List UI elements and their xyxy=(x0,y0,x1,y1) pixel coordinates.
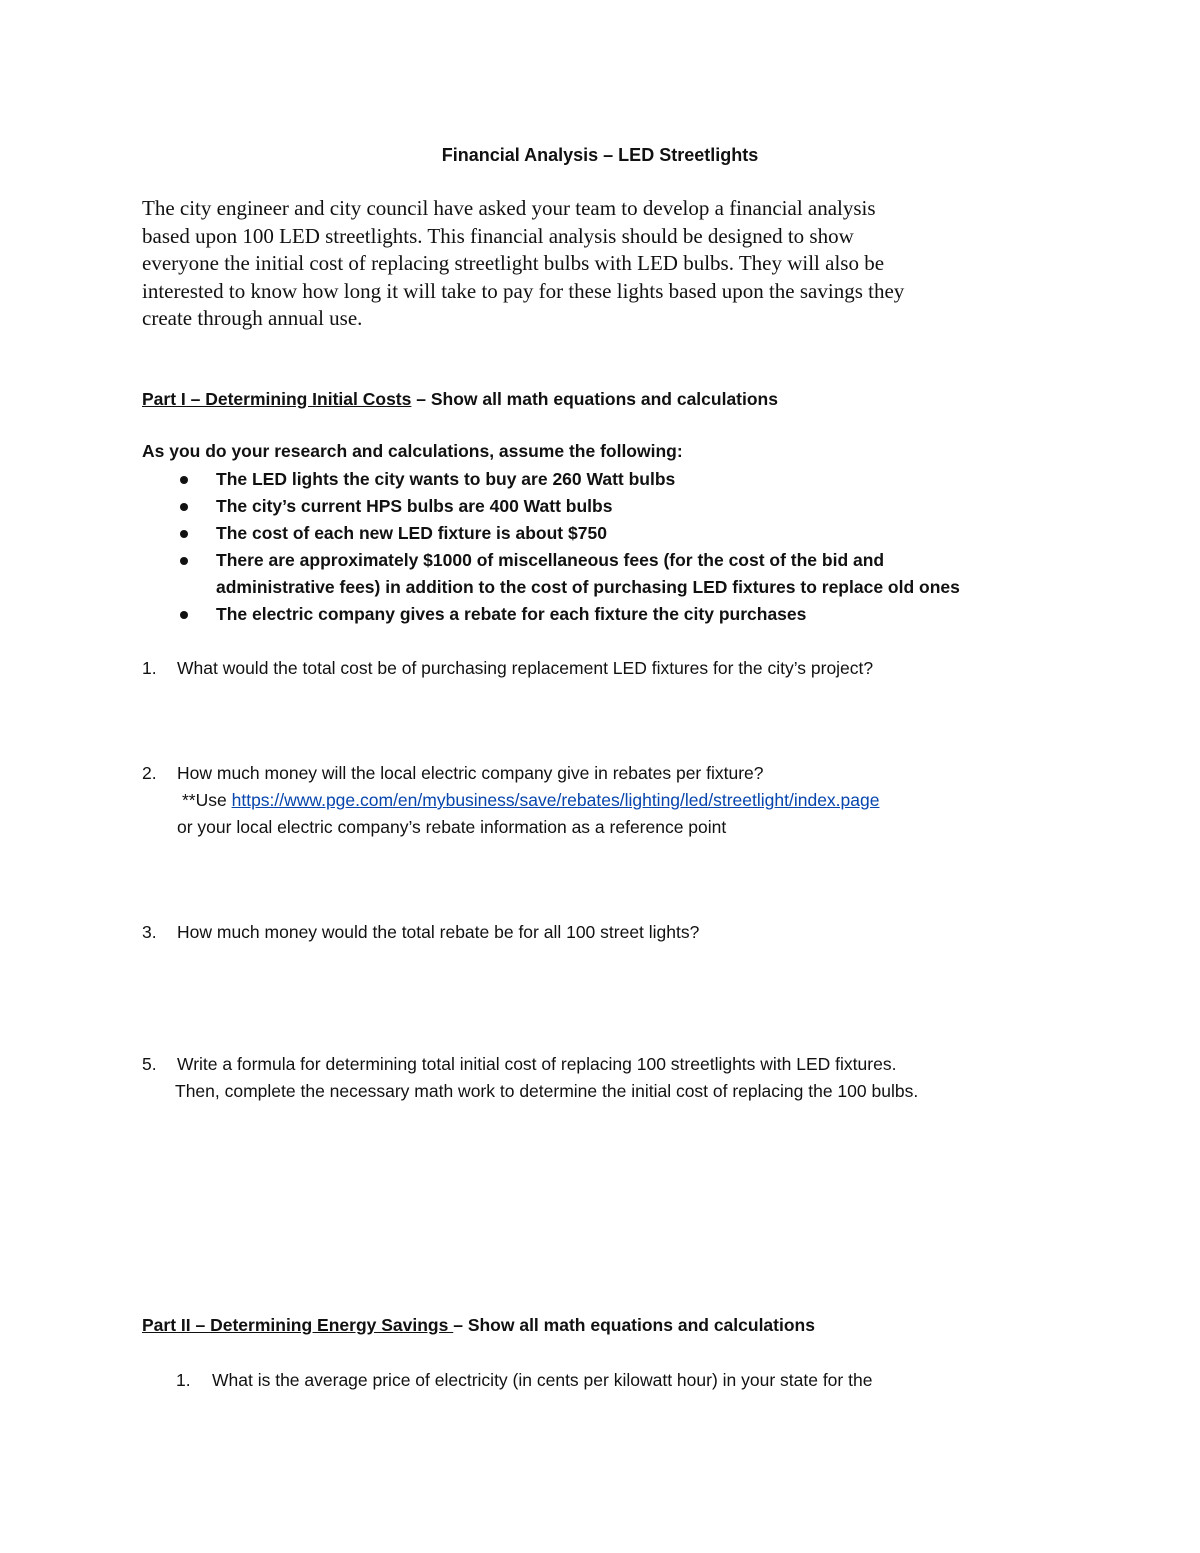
question-number: 1. xyxy=(142,658,157,678)
bullet-icon xyxy=(180,611,188,619)
question-text: Write a formula for determining total initial cost of replacing 100 streetlights with LED fixtures. xyxy=(177,1054,897,1074)
assumption-text: There are approximately $1000 of miscellaneous fees (for the cost of the bid and xyxy=(216,550,885,570)
question-text: What would the total cost be of purchasing replacement LED fixtures for the city’s project? xyxy=(177,658,874,678)
bullet-icon xyxy=(180,557,188,565)
question-3 xyxy=(142,919,699,946)
assumption-text: The city’s current HPS bulbs are 400 Watt bulbs xyxy=(216,496,613,516)
question-number: 5. xyxy=(142,1054,157,1074)
part1-heading-title: Part I – Determining Initial Costs xyxy=(142,389,412,409)
assumption-text: The cost of each new LED fixture is about $750 xyxy=(216,523,607,543)
question-text: How much money will the local electric company give in rebates per fixture? xyxy=(177,763,764,783)
intro-paragraph xyxy=(142,195,1082,333)
part1-heading xyxy=(142,387,778,411)
bullet-icon xyxy=(180,503,188,511)
assumptions-lead: As you do your research and calculations, assume the following: xyxy=(142,441,683,461)
question-5 xyxy=(142,1051,896,1078)
assumption-text: The electric company gives a rebate for each fixture the city purchases xyxy=(216,604,807,624)
reference-prefix: **Use xyxy=(182,790,232,810)
intro-line: The city engineer and city council have asked your team to develop a financial analysis xyxy=(142,196,876,220)
bullet-icon xyxy=(180,530,188,538)
assumption-text-continued: administrative fees) in addition to the cost of purchasing LED fixtures to replace old ones xyxy=(216,577,960,597)
list-item xyxy=(142,466,960,493)
rebate-reference xyxy=(182,787,879,814)
question-2 xyxy=(142,760,764,787)
assumption-text: The LED lights the city wants to buy are 260 Watt bulbs xyxy=(216,469,676,489)
question-number: 3. xyxy=(142,922,157,942)
part2-heading-title: Part II – Determining Energy Savings xyxy=(142,1315,454,1335)
list-item xyxy=(142,493,960,520)
question-number: 2. xyxy=(142,763,157,783)
list-item xyxy=(142,547,960,601)
intro-line: create through annual use. xyxy=(142,306,363,330)
rebate-reference-suffix: or your local electric company’s rebate information as a reference point xyxy=(177,817,727,837)
part2-heading-instruction: – Show all math equations and calculations xyxy=(453,1315,815,1335)
pge-rebate-link[interactable]: https://www.pge.com/en/mybusiness/save/rebates/lighting/led/streetlight/index.page xyxy=(231,790,880,810)
question-5-continued: Then, complete the necessary math work to determine the initial cost of replacing the 100 bulbs. xyxy=(175,1081,919,1101)
list-item xyxy=(142,520,960,547)
question-text: What is the average price of electricity (in cents per kilowatt hour) in your state for the xyxy=(212,1370,873,1390)
list-item xyxy=(142,601,960,628)
question-number: 1. xyxy=(176,1370,191,1390)
question-text: How much money would the total rebate be for all 100 street lights? xyxy=(177,922,700,942)
document-title: Financial Analysis – LED Streetlights xyxy=(441,145,759,165)
intro-line: based upon 100 LED streetlights. This financial analysis should be designed to show xyxy=(142,223,854,248)
intro-line: everyone the initial cost of replacing streetlight bulbs with LED bulbs. They will also be xyxy=(142,251,885,275)
bullet-icon xyxy=(180,476,188,484)
part2-heading xyxy=(142,1313,815,1337)
assumptions-list xyxy=(142,466,960,628)
question-1 xyxy=(142,655,873,682)
part2-question-1 xyxy=(176,1367,872,1394)
part1-heading-instruction: – Show all math equations and calculations xyxy=(411,389,778,409)
intro-line: interested to know how long it will take to pay for these lights based upon the savings they xyxy=(142,278,905,303)
